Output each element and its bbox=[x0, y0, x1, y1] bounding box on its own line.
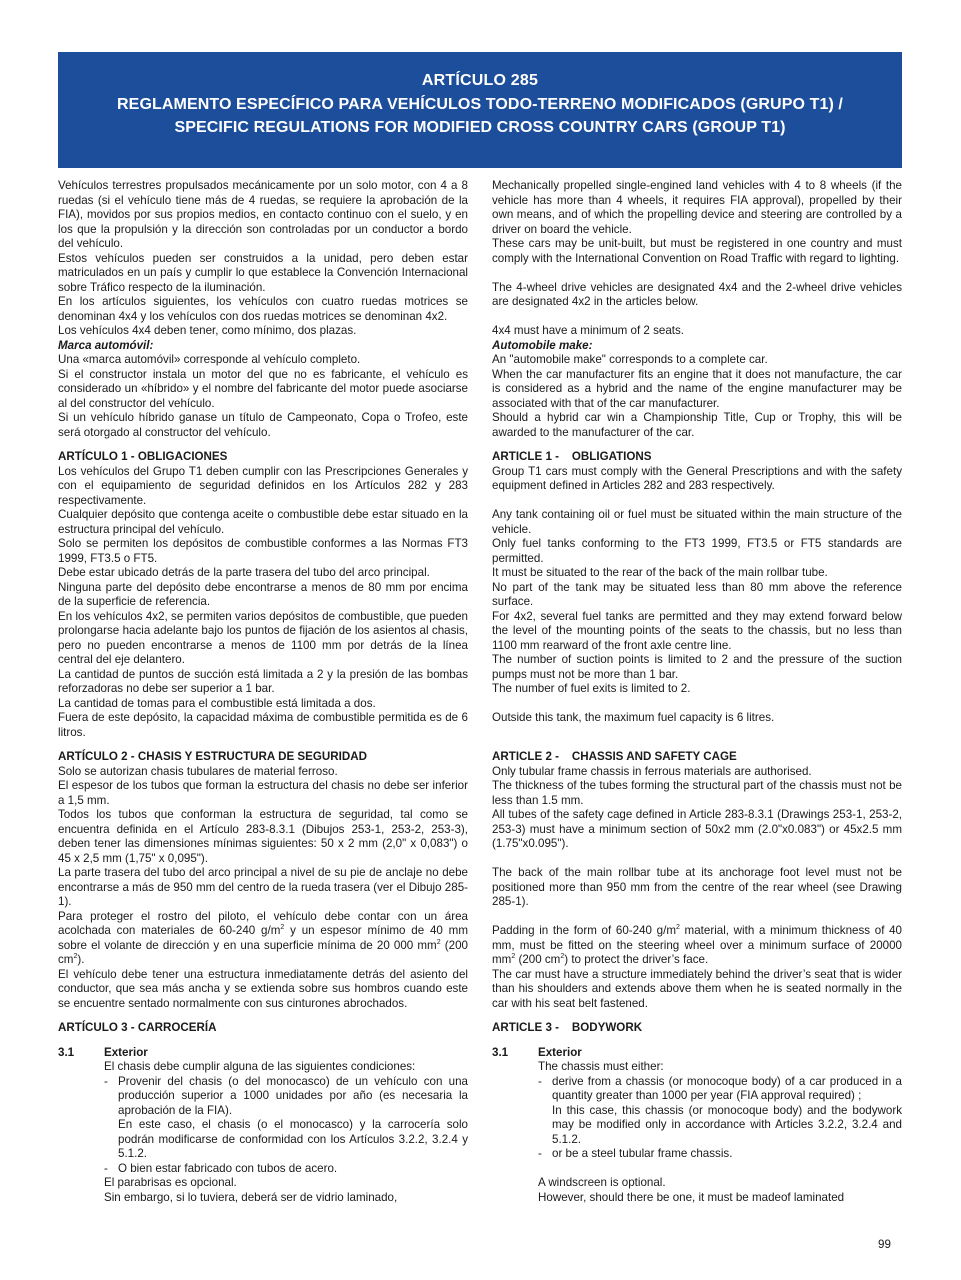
paragraph: In this case, this chassis (or monocoque body) and the bodywork may be modified only in accordance with Articles 3.2.2, 3.2.4 and 5.1.2. bbox=[552, 1103, 902, 1146]
paragraph: All tubes of the safety cage defined in Article 283-8.3.1 (Drawings 253-1, 253-2, 253-3) must have a minimum section of 50x2 mm (2.0"x0.083") or 45x2.5 mm (1.75"x0.095"). bbox=[492, 808, 902, 850]
section-heading: ARTICLE 2 - CHASSIS AND SAFETY CAGE bbox=[492, 750, 737, 763]
page-number: 99 bbox=[878, 1238, 891, 1251]
list-item: - derive from a chassis (or monocoque body) of a car produced in a quantity greater than 1000 per year (FIA approval required) ; bbox=[538, 1074, 902, 1102]
paragraph: La parte trasera del tubo del arco principal a nivel de su pie de anclaje no debe encontrarse a más de 950 mm del centro de la rueda trasera (ver el Dibujo 285-1). bbox=[58, 866, 468, 908]
paragraph: These cars may be unit-built, but must be registered in one country and must comply with the International Convention on Road Traffic with regard to lighting. bbox=[492, 237, 902, 265]
article-header-banner bbox=[58, 52, 902, 168]
section-heading: ARTÍCULO 3 - CARROCERÍA bbox=[58, 1021, 217, 1034]
list-item: - or be a steel tubular frame chassis. bbox=[538, 1147, 733, 1160]
paragraph: La cantidad de puntos de succión está limitada a 2 y la presión de las bombas reforzadoras no debe ser superior a 1 bar. bbox=[58, 667, 468, 695]
paragraph: Solo se autorizan chasis tubulares de material ferroso. bbox=[58, 764, 338, 778]
list-item: - Provenir del chasis (o del monocasco) de un vehículo con una producción superior a 1000 unidades por año (es necesaria la aprobación de la FIA). bbox=[104, 1074, 468, 1117]
article-number: ARTÍCULO 285 bbox=[421, 72, 539, 89]
paragraph: 4x4 must have a minimum of 2 seats. bbox=[492, 324, 685, 337]
paragraph: Solo se permiten los depósitos de combustible conformes a las Normas FT3 1999, FT3.5 o FT5. bbox=[58, 537, 468, 565]
paragraph: Ninguna parte del depósito debe encontrarse a menos de 80 mm por encima de la superficie de referencia. bbox=[58, 580, 468, 608]
paragraph: A windscreen is optional. bbox=[538, 1176, 666, 1189]
paragraph: Los vehículos del Grupo T1 deben cumplir con las Prescripciones Generales y con el equipamiento de seguridad definidos en los Artículos 282 y 283 respectivamente. bbox=[58, 464, 468, 507]
paragraph: However, should there be one, it must be madeof laminated bbox=[538, 1190, 845, 1204]
paragraph: Only fuel tanks conforming to the FT3 1999, FT3.5 or FT5 standards are permitted. bbox=[492, 537, 902, 565]
paragraph: Only tubular frame chassis in ferrous materials are authorised. bbox=[492, 764, 812, 778]
paragraph: The chassis must either: bbox=[538, 1060, 664, 1073]
subheading: Automobile make: bbox=[492, 338, 593, 352]
paragraph: For 4x2, several fuel tanks are permitted and they may extend forward below the level of the mounting points of the seats to the chassis, but no less than 1100 mm rearward of the front axle centre line. bbox=[492, 609, 902, 652]
subsection-heading: 3.1 Exterior bbox=[58, 1045, 148, 1059]
paragraph: The number of fuel exits is limited to 2. bbox=[492, 682, 691, 695]
paragraph: Cualquier depósito que contenga aceite o combustible debe estar situado en la estructura principal del vehículo. bbox=[58, 508, 468, 536]
paragraph: Una «marca automóvil» corresponde al vehículo completo. bbox=[58, 353, 361, 366]
paragraph: The back of the main rollbar tube at its anchorage foot level must not be positioned more than 950 mm from the centre of the rear wheel (see Drawing 285-1). bbox=[492, 866, 902, 908]
paragraph: En este caso, el chasis (o el monocasco) y la carrocería solo podrán modificarse de conformidad con los Artículos 3.2.2, 3.2.4 y 5.1.2. bbox=[118, 1118, 468, 1160]
article-title-es: REGLAMENTO ESPECÍFICO PARA VEHÍCULOS TODO-TERRENO MODIFICADOS (GRUPO T1) / bbox=[117, 96, 843, 113]
section-heading: ARTÍCULO 2 - CHASIS Y ESTRUCTURA DE SEGURIDAD bbox=[58, 750, 367, 763]
paragraph: An "automobile make" corresponds to a complete car. bbox=[492, 353, 768, 366]
article-title-en: SPECIFIC REGULATIONS FOR MODIFIED CROSS COUNTRY CARS (GROUP T1) bbox=[174, 119, 786, 136]
paragraph: Group T1 cars must comply with the General Prescriptions and with the safety equipment defined in Articles 282 and 283 respectively. bbox=[492, 464, 902, 492]
paragraph: En los artículos siguientes, los vehículos con cuatro ruedas motrices se denominan 4x4 y los vehículos con dos ruedas motrices se denominan 4x2. bbox=[58, 295, 468, 323]
paragraph: El parabrisas es opcional. bbox=[104, 1176, 237, 1189]
paragraph: Sin embargo, si lo tuviera, deberá ser de vidrio laminado, bbox=[104, 1190, 398, 1204]
section-heading: ARTICLE 1 - OBLIGATIONS bbox=[492, 450, 652, 463]
section-heading: ARTICLE 3 - BODYWORK bbox=[492, 1021, 643, 1034]
english-column bbox=[492, 179, 902, 1205]
paragraph: Any tank containing oil or fuel must be situated within the main structure of the vehicle. bbox=[492, 508, 902, 536]
paragraph: Outside this tank, the maximum fuel capacity is 6 litres. bbox=[492, 711, 775, 724]
list-item: - O bien estar fabricado con tubos de acero. bbox=[104, 1161, 338, 1175]
paragraph: El espesor de los tubos que forman la estructura del chasis no debe ser inferior a 1,5 mm. bbox=[58, 779, 468, 807]
paragraph: Si un vehículo híbrido ganase un título de Campeonato, Copa o Trofeo, este será otorgado al constructor del vehículo. bbox=[58, 411, 468, 439]
subsection-heading: 3.1 Exterior bbox=[492, 1045, 582, 1059]
section-heading: ARTÍCULO 1 - OBLIGACIONES bbox=[58, 450, 228, 463]
paragraph: En los vehículos 4x2, se permiten varios depósitos de combustible, que pueden prolongarse hacia adelante bajo los puntos de fijación de los asientos al chasis, pero no pueden encontrarse a menos de 1100 mm por detrás de la línea central del eje delantero. bbox=[58, 609, 468, 666]
paragraph: When the car manufacturer fits an engine that it does not manufacture, the car is considered as a hybrid and the name of the engine manufacturer may be associated with that of the car manufacturer. bbox=[492, 367, 902, 410]
paragraph: Should a hybrid car win a Championship Title, Cup or Trophy, this will be awarded to the manufacturer of the car. bbox=[492, 411, 902, 439]
paragraph: El chasis debe cumplir alguna de las siguientes condiciones: bbox=[104, 1060, 416, 1073]
paragraph: Los vehículos 4x4 deben tener, como mínimo, dos plazas. bbox=[58, 324, 357, 337]
paragraph: Para proteger el rostro del piloto, el vehículo debe contar con un área acolchada con materiales de 60-240 $g/m^2$ y un espesor mínimo de 40 mm sobre el volante de dirección y en una superficie mínima de 20 000 $mm^2$ (200 $cm^2$). bbox=[58, 909, 468, 966]
paragraph: Fuera de este depósito, la capacidad máxima de combustible permitida es de 6 litros. bbox=[58, 711, 468, 739]
paragraph: Padding in the form of 60-240 $g/m^2$ material, with a minimum thickness of 40 mm, must be fitted on the steering wheel over a minimum surface of 20000 $mm^2$ (200 $cm^2$) to protect the driver’s face. bbox=[492, 924, 902, 966]
paragraph: Si el constructor instala un motor del que no es fabricante, el vehículo es considerado un «híbrido» y el nombre del fabricante del motor puede asociarse al del constructor del vehículo. bbox=[58, 367, 468, 410]
paragraph: Mechanically propelled single-engined land vehicles with 4 to 8 wheels (if the vehicle has more than 4 wheels, it requires FIA approval), propelled by their own means, and of which the propelling device and steering are controlled by a driver on board the vehicle. bbox=[492, 179, 902, 236]
paragraph: Vehículos terrestres propulsados mecánicamente por un solo motor, con 4 a 8 ruedas (si el vehículo tiene más de 4 ruedas, se requiere la aprobación de la FIA), movidos por sus propios medios, en contacto continuo con el suelo, y en los que la propulsión y la dirección son controladas por un conductor a bordo del vehículo. bbox=[58, 179, 468, 250]
paragraph: The number of suction points is limited to 2 and the pressure of the suction pumps must not be more than 1 bar. bbox=[492, 653, 902, 681]
paragraph: La cantidad de tomas para el combustible está limitada a dos. bbox=[58, 696, 376, 710]
paragraph: El vehículo debe tener una estructura inmediatamente detrás del asiento del conductor, que sea más ancha y se extienda sobre sus hombros cuando este se encuentre sentado normalmente con sus cinturones abrochados. bbox=[58, 967, 468, 1010]
subheading: Marca automóvil: bbox=[58, 338, 154, 352]
paragraph: Todos los tubos que conforman la estructura de seguridad, tal como se encuentra definida en el Artículo 283-8.3.1 (Dibujos 253-1, 253-2, 253-3), deben tener las dimensiones mínimas siguientes: 50 x 2 mm (2,0" x 0,083") o 45 x 2,5 mm (1,75" x 0,095"). bbox=[58, 808, 468, 865]
paragraph: Estos vehículos pueden ser construidos a la unidad, pero deben estar matriculados en un país y cumplir lo que establece la Convención Internacional sobre Tráfico respecto de la iluminación. bbox=[58, 251, 468, 294]
paragraph: It must be situated to the rear of the back of the main rollbar tube. bbox=[492, 566, 828, 579]
paragraph: No part of the tank may be situated less than 80 mm above the reference surface. bbox=[492, 580, 902, 608]
spanish-column bbox=[58, 179, 468, 1205]
paragraph: The thickness of the tubes forming the structural part of the chassis must not be less than 1.5 mm. bbox=[492, 779, 902, 807]
paragraph: The car must have a structure immediately behind the driver’s seat that is wider than his shoulders and extends above them when he is seated normally in the car with his seat belt fastened. bbox=[492, 967, 902, 1010]
paragraph: Debe estar ubicado detrás de la parte trasera del tubo del arco principal. bbox=[58, 566, 430, 579]
paragraph: The 4-wheel drive vehicles are designated 4x4 and the 2-wheel drive vehicles are designated 4x2 in the articles below. bbox=[492, 280, 902, 308]
